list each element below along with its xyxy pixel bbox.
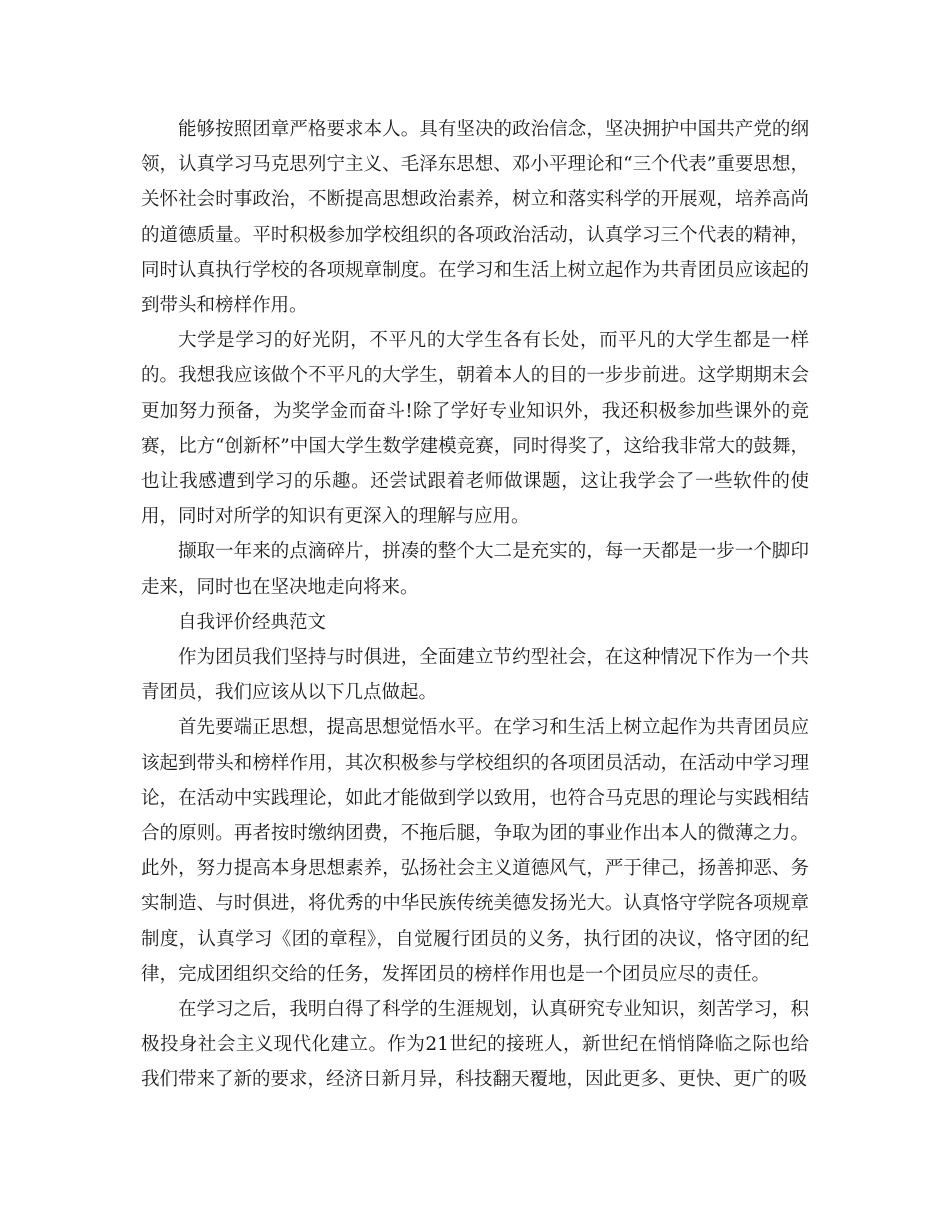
section-heading: 自我评价经典范文 (178, 611, 327, 633)
document-body (141, 112, 809, 1098)
paragraph-6: 在学习之后，我明白得了科学的生涯规划，认真研究专业知识，刻苦学习，积极投身社会主义现代化建立。作为21世纪的接班人，新世纪在悄悄降临之际也给我们带来了新的要求，经济日新月异，科技翻天覆地，因此更多、更快、更广的吸 (141, 999, 809, 1091)
paragraph-4: 作为团员我们坚持与时俱进，全面建立节约型社会，在这种情况下作为一个共青团员，我们应该从以下几点做起。 (141, 647, 809, 704)
paragraph-1: 能够按照团章严格要求本人。具有坚决的政治信念，坚决拥护中国共产党的纲领，认真学习马克思列宁主义、毛泽东思想、邓小平理论和“三个代表”重要思想，关怀社会时事政治，不断提高思想政治素养，树立和落实科学的开展观，培养高尚的道德质量。平时积极参加学校组织的各项政治活动，认真学习三个代表的精神，同时认真执行学校的各项规章制度。在学习和生活上树立起作为共青团员应该起的到带头和榜样作用。 (141, 119, 809, 317)
paragraph-2: 大学是学习的好光阴，不平凡的大学生各有长处，而平凡的大学生都是一样的。我想我应该做个不平凡的大学生，朝着本人的目的一步步前进。这学期期末会更加努力预备，为奖学金而奋斗!除了学好专业知识外，我还积极参加些课外的竞赛，比方“创新杯”中国大学生数学建模竞赛，同时得奖了，这给我非常大的鼓舞，也让我感遭到学习的乐趣。还尝试跟着老师做课题，这让我学会了一些软件的使用，同时对所学的知识有更深入的理解与应用。 (141, 330, 809, 528)
paragraph-3: 撷取一年来的点滴碎片，拼凑的整个大二是充实的，每一天都是一步一个脚印走来，同时也在坚决地走向将来。 (141, 541, 809, 598)
paragraph-5: 首先要端正思想，提高思想觉悟水平。在学习和生活上树立起作为共青团员应该起到带头和榜样作用，其次积极参与学校组织的各项团员活动，在活动中学习理论，在活动中实践理论，如此才能做到学以致用，也符合马克思的理论与实践相结合的原则。再者按时缴纳团费，不拖后腿，争取为团的事业作出本人的微薄之力。此外，努力提高本身思想素养，弘扬社会主义道德风气，严于律己，扬善抑恶、务实制造、与时俱进，将优秀的中华民族传统美德发扬光大。认真恪守学院各项规章制度，认真学习《团的章程》，自觉履行团员的义务，执行团的决议，恪守团的纪律，完成团组织交给的任务，发挥团员的榜样作用也是一个团员应尽的责任。 (141, 717, 809, 985)
